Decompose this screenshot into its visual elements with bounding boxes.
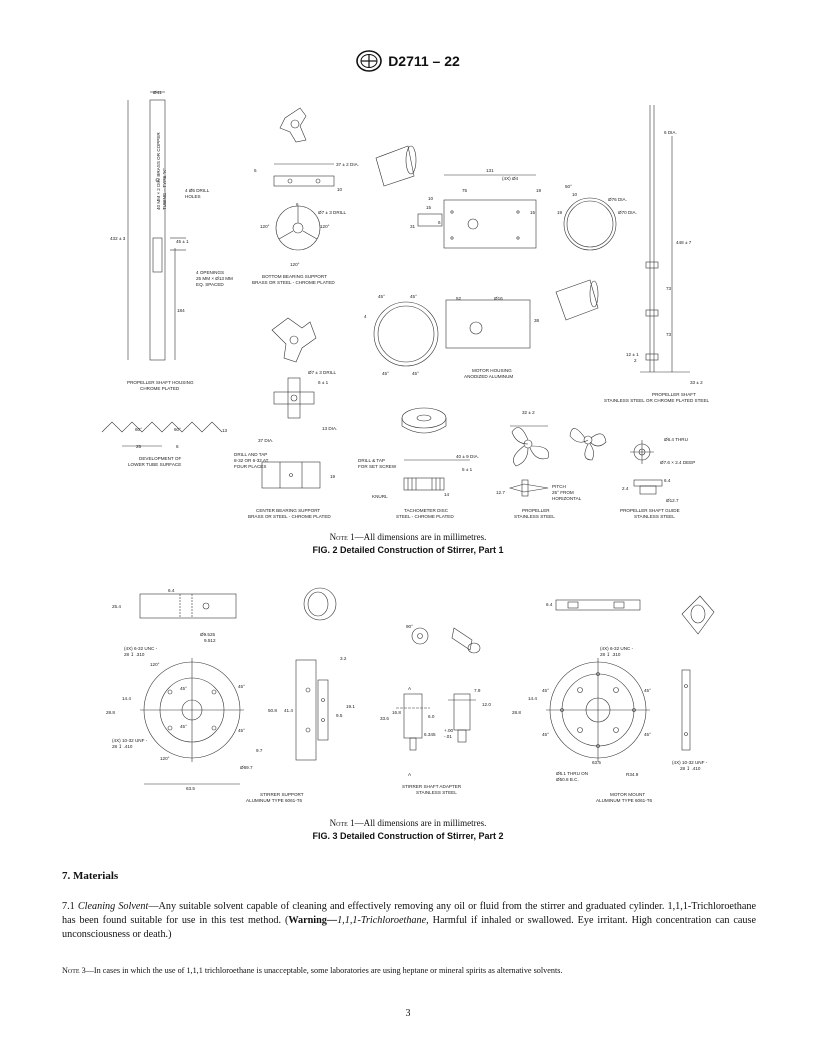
- mh-31: 31: [410, 224, 416, 229]
- ss-dia-2: 9.512: [204, 638, 216, 643]
- sa-79: 7.9: [474, 688, 481, 693]
- mm-45b: 45°: [644, 688, 651, 693]
- mh-45c: 45°: [382, 371, 389, 376]
- figure-3-caption: FIG. 3 Detailed Construction of Stirrer, Part 2: [312, 831, 504, 841]
- cb-37: 37 DIA.: [258, 438, 274, 443]
- sa-6345: 6.345: [424, 732, 436, 737]
- psh-sub: CHROME PLATED: [140, 386, 180, 391]
- bb-6: 6: [296, 202, 299, 207]
- pg-127: Ø12.7: [666, 498, 679, 503]
- mm-sub: ALUMINUM TYPE 6061-T6: [596, 798, 653, 803]
- ps-73-a: 73: [666, 286, 672, 291]
- ss-title: STIRRER SUPPORT: [260, 792, 304, 797]
- mh-70: Ø70 DIA.: [618, 210, 637, 215]
- mh-52: 52: [456, 296, 462, 301]
- mm-4x-2: 28 ↧ .310: [600, 652, 621, 657]
- ps-title: PROPELLER SHAFT: [652, 392, 696, 397]
- dev-2: LOWER TUBE SURFACE: [128, 462, 182, 467]
- pg-title: PROPELLER SHAFT GUIDE: [620, 508, 680, 513]
- ss-95: 9.5: [336, 713, 343, 718]
- dim-45: 45 ± 1: [176, 239, 189, 244]
- sa-120: 12.0: [482, 702, 491, 707]
- mh-16: Ø16: [494, 296, 503, 301]
- tube-text-2: TUBING – TYPE "K": [162, 168, 167, 210]
- mh-title: MOTOR HOUSING: [472, 368, 512, 373]
- mh-sub: ANODIZED ALUMINUM: [464, 374, 514, 379]
- mm-51-2: Ø50.8 B.C.: [556, 777, 579, 782]
- mh-45a: 45°: [378, 294, 385, 299]
- astm-logo-icon: [356, 50, 382, 72]
- ss-120a: 120°: [150, 662, 160, 667]
- ss-sub: ALUMINUM TYPE 6061-T6: [246, 798, 303, 803]
- mh-19b: 19: [557, 210, 563, 215]
- section-title: 7. Materials: [62, 870, 119, 882]
- mm-51-1: Ø5.1 THRU ON: [556, 771, 589, 776]
- motor-mount-drawing: [546, 596, 714, 762]
- figure-2-note-text: —All dimensions are in millimetres.: [354, 532, 487, 542]
- tube-text-1: 40 MM × 2 DIA. BRASS OR COPPER: [156, 132, 161, 210]
- psh-title: PROPELLER SHAFT HOUSING: [127, 380, 194, 385]
- pg-sub: STAINLESS STEEL: [634, 514, 675, 519]
- mh-45d: 45°: [412, 371, 419, 376]
- dim-25: 25: [136, 444, 142, 449]
- bb-drill: Ø7 ± 3 DRILL: [318, 210, 347, 215]
- cb-tap-1: DRILL AND TAP: [234, 452, 268, 457]
- pr-127: 12.7: [496, 490, 505, 495]
- designation: D2711 – 22: [388, 53, 460, 69]
- mh-75: 75: [462, 188, 468, 193]
- page-number: 3: [405, 1008, 411, 1019]
- propeller-shaft-guide-drawing: [630, 440, 662, 494]
- warning-label: Warning—: [288, 915, 338, 926]
- para-num: 7.1: [62, 901, 75, 912]
- mm-45a: 45°: [542, 688, 549, 693]
- para-term: Cleaning Solvent: [77, 901, 149, 912]
- openings-3: EQ. SPACED: [196, 282, 224, 287]
- pr-title: PROPELLER: [522, 508, 550, 513]
- mm-349: R34.9: [626, 772, 639, 777]
- td-5: 5 ± 1: [462, 467, 473, 472]
- ps-12: 12 ± 1: [626, 352, 639, 357]
- ss-635: 63.5: [186, 786, 195, 791]
- angle-60-a: 60°: [135, 427, 142, 432]
- sa-336: 33.6: [380, 716, 389, 721]
- note-3-prefix: Note 3: [62, 966, 86, 975]
- mm-45c: 45°: [542, 732, 549, 737]
- cb-13: 13 DIA.: [322, 426, 338, 431]
- mh-10: 10: [428, 196, 434, 201]
- mh-4: 4: [364, 314, 367, 319]
- pg-64b: 6.4: [664, 478, 671, 483]
- cb-title: CENTER BEARING SUPPORT: [256, 508, 321, 513]
- drill-holes-1: 4 Ø5 DRILL: [185, 188, 210, 193]
- td-sub: STEEL - CHROME PLATED: [396, 514, 454, 519]
- ss-414: 41.4: [284, 708, 293, 713]
- pr-pitch-2: 25° FROM: [552, 490, 574, 495]
- pr-pitch-3: HORIZONTAL: [552, 496, 582, 501]
- note-3: [62, 966, 756, 975]
- dim-6: 6: [176, 444, 179, 449]
- ss-97: 9.7: [256, 748, 263, 753]
- propeller-shaft-housing-drawing: [128, 92, 186, 360]
- figure-2-drawing: [96, 82, 740, 532]
- ss-dia-1: Ø9.525: [200, 632, 216, 637]
- sa-60: 6.0: [428, 714, 435, 719]
- mm-4x10-2: 28 ↧ .410: [680, 766, 701, 771]
- bb-sub: BRASS OR STEEL - CHROME PLATED: [252, 280, 335, 285]
- sa-a2: A: [408, 772, 412, 777]
- figure-3-note-text: —All dimensions are in millimetres.: [354, 818, 487, 828]
- figure-2-caption: FIG. 2 Detailed Construction of Stirrer, Part 1: [312, 545, 504, 555]
- ss-120b: 120°: [160, 756, 170, 761]
- mh-15a: 15: [426, 205, 432, 210]
- dim-13: 13: [222, 428, 228, 433]
- cb-sub: BRASS OR STEEL - CHROME PLATED: [248, 514, 331, 519]
- ss-254: 25.4: [112, 604, 121, 609]
- cb-6: 6 ± 1: [318, 380, 329, 385]
- mm-288: 28.8: [512, 710, 521, 715]
- ss-64: 6.4: [168, 588, 175, 593]
- mh-19a: 19: [536, 188, 542, 193]
- figure-3-drawing: [96, 578, 740, 818]
- mh-6: 6: [438, 220, 441, 225]
- cb-drill: Ø7 ± 3 DRILL: [308, 370, 337, 375]
- figure-3-note: [0, 818, 816, 828]
- figure-2-note-prefix: Note 1: [329, 532, 355, 542]
- sa-tol-1: +.00: [444, 728, 454, 733]
- mh-10b: 10: [572, 192, 578, 197]
- sa-sub: STAINLESS STEEL: [416, 790, 457, 795]
- td-40: 40 ± 9 DIA.: [456, 454, 479, 459]
- ss-45d: 45°: [238, 728, 245, 733]
- dim-432: 432 ± 3: [110, 236, 126, 241]
- bb-120-a: 120°: [260, 224, 270, 229]
- warning-body: , Harmful if inhaled or swallowed. Eye irritant. High concentration can cause unconsciousness or death.): [62, 915, 756, 940]
- bb-120-c: 120°: [290, 262, 300, 267]
- mh-45b: 45°: [410, 294, 417, 299]
- propeller-shaft-drawing: [640, 105, 690, 372]
- page-header: [0, 50, 816, 77]
- ss-697: Ø69.7: [240, 765, 253, 770]
- ss-4x-1: (4X) 6-32 UNC -: [124, 646, 158, 651]
- mh-38: 38: [534, 318, 540, 323]
- dev-1: DEVELOPMENT OF: [139, 456, 182, 461]
- bb-37: 37 ± 2 DIA.: [336, 162, 359, 167]
- drill-holes-2: HOLES: [185, 194, 201, 199]
- mm-45d: 45°: [644, 732, 651, 737]
- td-tap-1: DRILL & TAP: [358, 458, 385, 463]
- cb-tap-2: 8-32 OR 6-32 AT: [234, 458, 269, 463]
- tachometer-disc-drawing: [402, 408, 470, 490]
- ps-73-b: 73: [666, 332, 672, 337]
- figure-3-note-prefix: Note 1: [329, 818, 355, 828]
- warning-term: 1,1,1-Trichloroethane: [337, 915, 427, 926]
- cb-tap-3: FOUR PLACES: [234, 464, 267, 469]
- ss-4x10-2: 28 ↧ .410: [112, 744, 133, 749]
- pg-24: 2.4: [622, 486, 629, 491]
- mh-4x: (4X) Ø4: [502, 176, 519, 181]
- mm-144: 14.4: [528, 696, 537, 701]
- mm-64: 6.4: [546, 602, 553, 607]
- sa-90: 90°: [406, 624, 413, 629]
- ss-45b: 45°: [238, 684, 245, 689]
- ss-4x-2: 28 ↧ .310: [124, 652, 145, 657]
- note-3-text: —In cases in which the use of 1,1,1 trichloroethane is unacceptable, some laboratories are using heptane or mineral spirits as alternative solvents.: [85, 966, 563, 975]
- ps-448: 448 ± 7: [676, 240, 692, 245]
- pg-64: Ø6.4 THRU: [664, 437, 688, 442]
- dim-184: 184: [177, 308, 185, 313]
- openings-2: 25 MM × Ø13 MM: [196, 276, 233, 281]
- td-title: TACHOMETER DISC: [404, 508, 449, 513]
- center-bearing-support-drawing: [262, 318, 320, 488]
- ss-288: 28.8: [106, 710, 115, 715]
- figure-2-note: [0, 532, 816, 542]
- td-tap-2: FOR SET SCREW: [358, 464, 397, 469]
- bb-title: BOTTOM BEARING SUPPORT: [262, 274, 327, 279]
- dim-dia-41: Ø41: [153, 90, 162, 95]
- sa-tol-2: -.01: [444, 734, 452, 739]
- para-body: —Any suitable solvent capable of cleaning and effectively removing any oil or fluid from the stirrer and graduated cylinder. 1,1,1-Trichloroethane has been found suitable for use in this test method. (: [62, 901, 757, 926]
- ps-2: 2: [634, 358, 637, 363]
- mh-15b: 15: [530, 210, 536, 215]
- openings-1: 4 OPENINGS: [196, 270, 225, 275]
- td-14: 14: [444, 492, 450, 497]
- bb-10: 10: [337, 187, 343, 192]
- td-knurl: KNURL: [372, 494, 388, 499]
- ss-191: 19.1: [346, 704, 355, 709]
- sa-168: 16.8: [392, 710, 401, 715]
- ss-144: 14.4: [122, 696, 131, 701]
- mm-4x-1: (4X) 6-32 UNC -: [600, 646, 634, 651]
- angle-60-b: 60°: [174, 427, 181, 432]
- ss-508: 50.8: [268, 708, 277, 713]
- mh-131: 131: [486, 168, 494, 173]
- cb-19: 19: [330, 474, 336, 479]
- ps-33: 33 ± 2: [690, 380, 703, 385]
- ps-6: 6 DIA.: [664, 130, 677, 135]
- mh-50: 50°: [565, 184, 572, 189]
- bb-120-b: 120°: [320, 224, 330, 229]
- ss-32: 3.2: [340, 656, 347, 661]
- pr-sub: STAINLESS STEEL: [514, 514, 555, 519]
- ss-45a: 45°: [180, 686, 187, 691]
- sa-title: STIRRER SHAFT ADAPTER: [402, 784, 462, 789]
- pr-pitch-1: PITCH: [552, 484, 566, 489]
- ss-45c: 45°: [180, 724, 187, 729]
- motor-housing-drawing: [374, 146, 616, 366]
- bb-5: 5: [254, 168, 257, 173]
- sa-a1: A: [408, 686, 412, 691]
- mm-4x10-1: (4X) 10-32 UNF -: [672, 760, 708, 765]
- paragraph-7-1: [62, 900, 756, 942]
- ss-4x10-1: (4X) 10-32 UNF -: [112, 738, 148, 743]
- pg-76: Ø7.6 × 2.4 DEEP: [660, 460, 696, 465]
- mm-635: 63.5: [592, 760, 601, 765]
- mm-title: MOTOR MOUNT: [610, 792, 646, 797]
- ps-sub: STAINLESS STEEL OR CHROME PLATED STEEL: [604, 398, 710, 403]
- mh-76: Ø76 DIA.: [608, 197, 627, 202]
- pr-32: 32 ± 2: [522, 410, 535, 415]
